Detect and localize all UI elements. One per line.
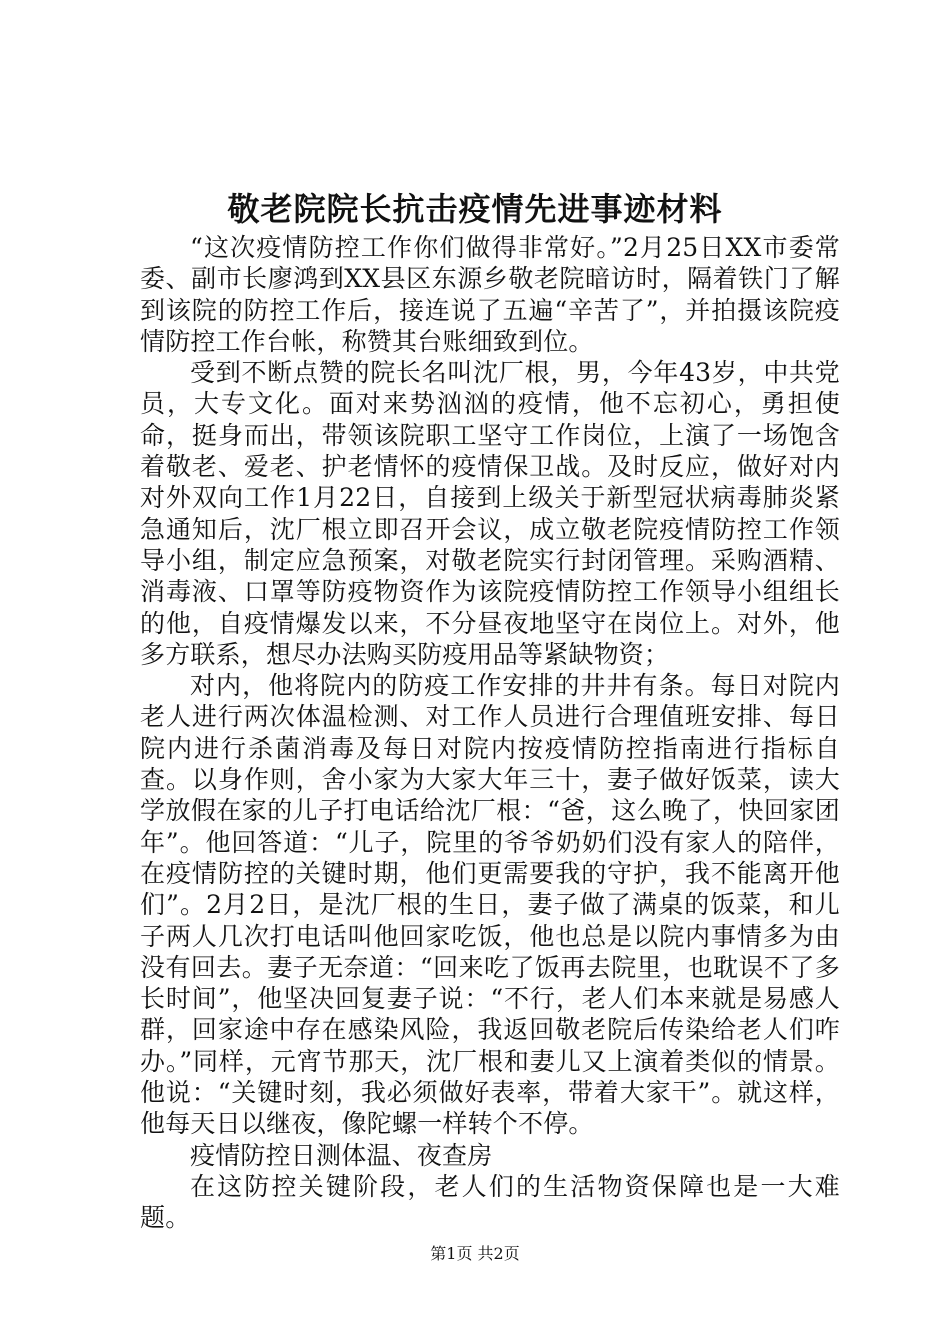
paragraph-3: 对内，他将院内的防疫工作安排的井井有条。每日对院内老人进行两次体温检测、对工作人员进行合理值班安排、每日院内进行杀菌消毒及每日对院内按疫情防控指南进行指标自查。以身作则，舍小家为大家大年三十，妻子做好饭菜，读大学放假在家的儿子打电话给沈厂根：“爸，这么晚了，快回家团年”。他回答道：“儿子，院里的爷爷奶奶们没有家人的陪伴，在疫情防控的关键时期，他们更需要我的守护，我不能离开他们”。2月2日，是沈厂根的生日，妻子做了满桌的饭菜，和儿子两人几次打电话叫他回家吃饭，他也总是以院内事情多为由没有回去。妻子无奈道：“回来吃了饭再去院里，也耽误不了多长时间”，他坚决回复妻子说：“不行，老人们本来就是易感人群，回家途中存在感染风险，我返回敬老院后传染给老人们咋办。”同样，元宵节那天，沈厂根和妻儿又上演着类似的情景。他说：“关键时刻，我必须做好表率，带着大家干”。就这样，他每天日以继夜，像陀螺一样转个不停。 — [140, 671, 840, 1139]
page-number-footer: 第1页 共2页 — [430, 1244, 520, 1263]
document-title: 敬老院院长抗击疫情先进事迹材料 — [227, 190, 723, 228]
document-body — [140, 232, 840, 1234]
section-heading: 疫情防控日测体温、夜查房 — [190, 1140, 493, 1170]
paragraph-2: 受到不断点赞的院长名叫沈厂根，男，今年43岁，中共党员，大专文化。面对来势汹汹的疫情，他不忘初心，勇担使命，挺身而出，带领该院职工坚守工作岗位，上演了一场饱含着敬老、爱老、护老情怀的疫情保卫战。及时反应，做好对内对外双向工作1月22日，自接到上级关于新型冠状病毒肺炎紧急通知后，沈厂根立即召开会议，成立敬老院疫情防控工作领导小组，制定应急预案，对敬老院实行封闭管理。采购酒精、消毒液、口罩等防疫物资作为该院疫情防控工作领导小组组长的他，自疫情爆发以来，不分昼夜地坚守在岗位上。对外，他多方联系，想尽办法购买防疫用品等紧缺物资； — [140, 358, 840, 669]
paragraph-1: “这次疫情防控工作你们做得非常好。”2月25日XX市委常委、副市长廖鸿到XX县区东源乡敬老院暗访时，隔着铁门了解到该院的防控工作后，接连说了五遍“辛苦了”，并拍摄该院疫情防控工作台帐，称赞其台账细致到位。 — [140, 233, 840, 356]
paragraph-4: 在这防控关键阶段，老人们的生活物资保障也是一大难题。 — [140, 1171, 840, 1233]
